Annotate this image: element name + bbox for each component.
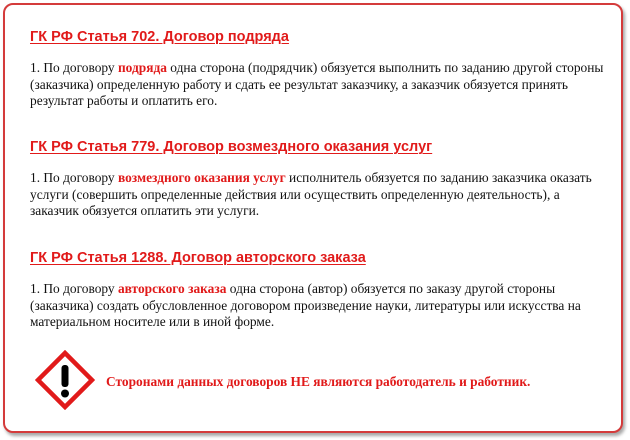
article-1288-prefix: 1. По договору [30,281,118,296]
article-779-text [30,170,605,220]
article-1288-body: одна сторона (автор) обязуется по заказу другой стороны (заказчика) создать обусловленное договором произведение науки, литературы или искусства на материальном носителе или в иной форме. [30,281,581,329]
warning-text: Сторонами данных договоров НЕ являются работодатель и работник. [106,374,531,389]
article-702-term: подряда [117,60,167,75]
article-779 [30,138,605,220]
article-702-prefix: 1. По договору [30,60,118,75]
exclamation-warning-icon [35,350,95,410]
article-1288-term: авторского заказа [117,281,227,296]
article-702-body: одна сторона (подрядчик) обязуется выполнить по заданию другой стороны (заказчика) определенную работу и сдать ее результат заказчику, а заказчик обязуется принять результат работы и оплатить его. [30,60,604,108]
article-1288 [30,249,605,331]
article-702-text [30,60,605,110]
article-779-term: возмездного оказания услуг [117,170,286,185]
article-779-body: исполнитель обязуется по заданию заказчика оказать услуги (совершить определенные действия или осуществить определенную деятельность), а заказчик обязуется оплатить эти услуги. [30,170,592,218]
article-779-heading: ГК РФ Статья 779. Договор возмездного оказания услуг [30,139,433,155]
article-702-heading: ГК РФ Статья 702. Договор подряда [30,29,289,45]
article-779-prefix: 1. По договору [30,170,118,185]
article-1288-text [30,281,605,331]
article-1288-heading: ГК РФ Статья 1288. Договор авторского заказа [30,250,366,266]
article-702 [30,28,605,110]
